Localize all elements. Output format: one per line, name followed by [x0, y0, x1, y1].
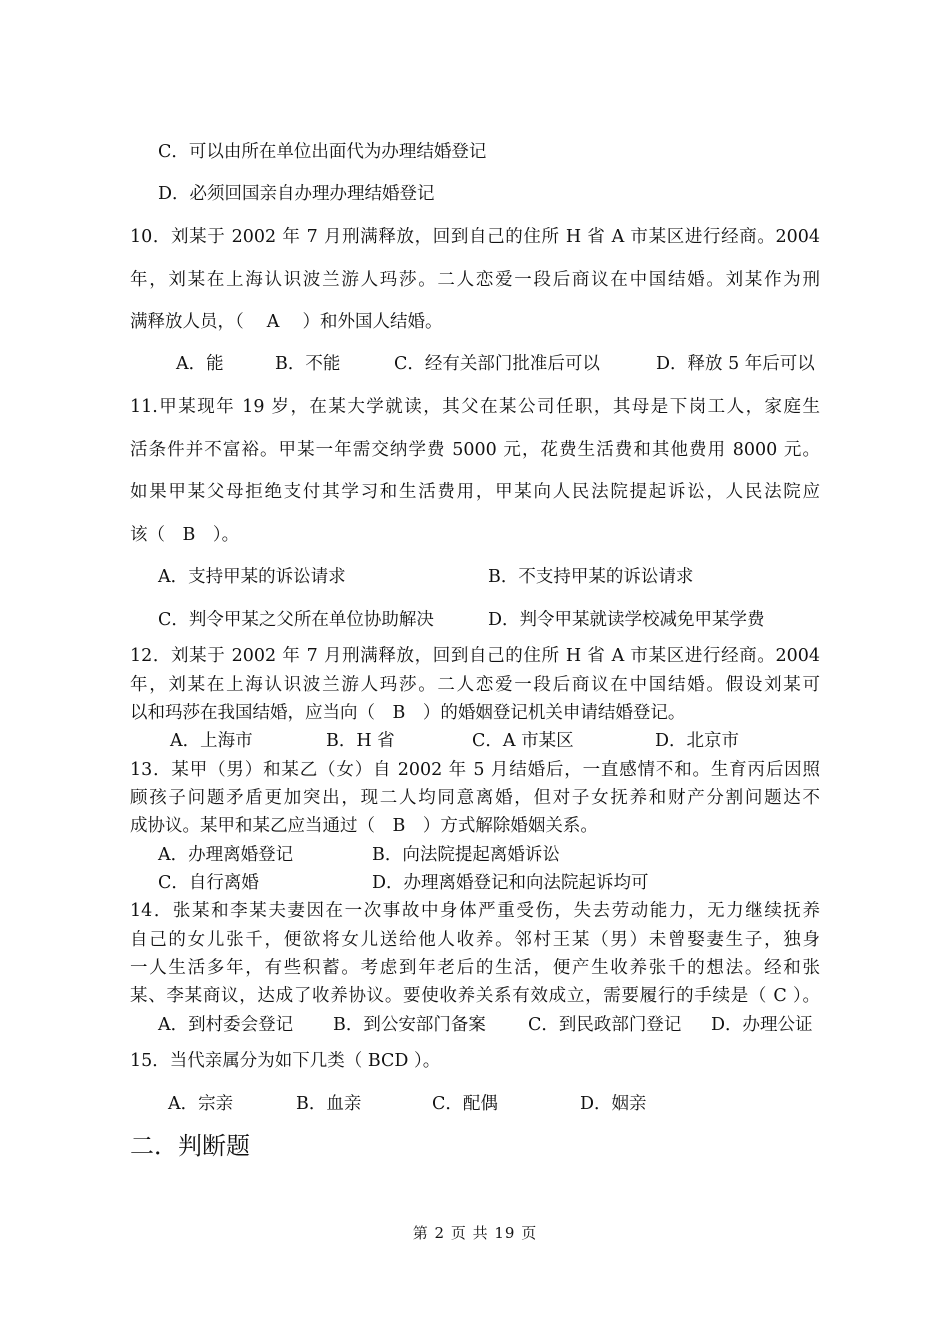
q15-option-b: B．血亲 — [296, 1094, 362, 1114]
q11-option-d: D．判令甲某就读学校减免甲某学费 — [488, 610, 765, 630]
q13-option-d: D．办理离婚登记和向法院起诉均可 — [372, 873, 649, 893]
q14-option-a: A．到村委会登记 — [158, 1015, 294, 1035]
q15-line-1: 15．当代亲属分为如下几类（ BCD ）。 — [130, 1051, 441, 1071]
q11-line-4: 该（ B ）。 — [130, 525, 240, 545]
q10-option-a: A．能 — [176, 354, 224, 374]
q13-line-1: 13．某甲（男）和某乙（女）自 2002 年 5 月结婚后，一直感情不和。生育丙后因照 — [130, 760, 820, 780]
q13-option-c: C．自行离婚 — [158, 873, 259, 893]
q14-line-3: 一人生活多年，有些积蓄。考虑到年老后的生活，便产生收养张千的想法。经和张 — [130, 958, 820, 978]
q13-option-b: B．向法院提起离婚诉讼 — [372, 845, 560, 865]
q12-option-c: C．A 市某区 — [472, 731, 574, 751]
q11-line-1: 11.甲某现年 19 岁，在某大学就读，其父在某公司任职，其母是下岗工人，家庭生 — [130, 397, 820, 417]
q11-option-b: B．不支持甲某的诉讼请求 — [488, 567, 694, 587]
q11-option-c: C．判令甲某之父所在单位协助解决 — [158, 610, 434, 630]
q10-line-3: 满释放人员，（ A ）和外国人结婚。 — [130, 312, 443, 332]
q13-line-3: 成协议。某甲和某乙应当通过（ B ）方式解除婚姻关系。 — [130, 816, 598, 836]
q9-option-c: C．可以由所在单位出面代为办理结婚登记 — [158, 142, 487, 162]
q15-option-c: C．配偶 — [432, 1094, 498, 1114]
section-heading: 二．判断题 — [130, 1132, 250, 1160]
q13-option-a: A．办理离婚登记 — [158, 845, 294, 865]
q14-line-1: 14．张某和李某夫妻因在一次事故中身体严重受伤，失去劳动能力，无力继续抚养 — [130, 901, 820, 921]
page-footer: 第 2 页 共 19 页 — [412, 1224, 538, 1242]
q13-line-2: 顾孩子问题矛盾更加突出，现二人均同意离婚，但对子女抚养和财产分割问题达不 — [130, 788, 820, 808]
q12-option-b: B．H 省 — [326, 731, 395, 751]
q11-line-2: 活条件并不富裕。甲某一年需交纳学费 5000 元，花费生活费和其他费用 8000 元。 — [130, 440, 820, 460]
q14-option-d: D．办理公证 — [711, 1015, 813, 1035]
q12-option-d: D．北京市 — [655, 731, 740, 751]
q10-option-b: B．不能 — [275, 354, 341, 374]
q9-option-d: D．必须回国亲自办理办理结婚登记 — [158, 184, 435, 204]
q12-line-3: 以和玛莎在我国结婚，应当向（ B ）的婚姻登记机关申请结婚登记。 — [130, 703, 686, 723]
q15-option-d: D．姻亲 — [580, 1094, 647, 1114]
q11-option-a: A．支持甲某的诉讼请求 — [158, 567, 346, 587]
q15-option-a: A．宗亲 — [168, 1094, 234, 1114]
q12-line-2: 年，刘某在上海认识波兰游人玛莎。二人恋爱一段后商议在中国结婚。假设刘某可 — [130, 675, 820, 695]
q14-option-b: B．到公安部门备案 — [333, 1015, 486, 1035]
q11-line-3: 如果甲某父母拒绝支付其学习和生活费用，甲某向人民法院提起诉讼，人民法院应 — [130, 482, 820, 502]
q10-line-2: 年，刘某在上海认识波兰游人玛莎。二人恋爱一段后商议在中国结婚。刘某作为刑 — [130, 270, 820, 290]
q14-option-c: C．到民政部门登记 — [528, 1015, 682, 1035]
q12-line-1: 12．刘某于 2002 年 7 月刑满释放，回到自己的住所 H 省 A 市某区进行经商。2004 — [130, 646, 820, 666]
q10-line-1: 10．刘某于 2002 年 7 月刑满释放，回到自己的住所 H 省 A 市某区进行经商。2004 — [130, 227, 820, 247]
q12-option-a: A．上海市 — [170, 731, 253, 751]
q10-option-c: C．经有关部门批准后可以 — [394, 354, 600, 374]
q10-option-d: D．释放 5 年后可以 — [656, 354, 815, 374]
q14-line-4: 某、李某商议，达成了收养协议。要使收养关系有效成立，需要履行的手续是（ C ）。 — [130, 986, 820, 1006]
q14-line-2: 自己的女儿张千，便欲将女儿送给他人收养。邻村王某（男）未曾娶妻生子，独身 — [130, 930, 820, 950]
